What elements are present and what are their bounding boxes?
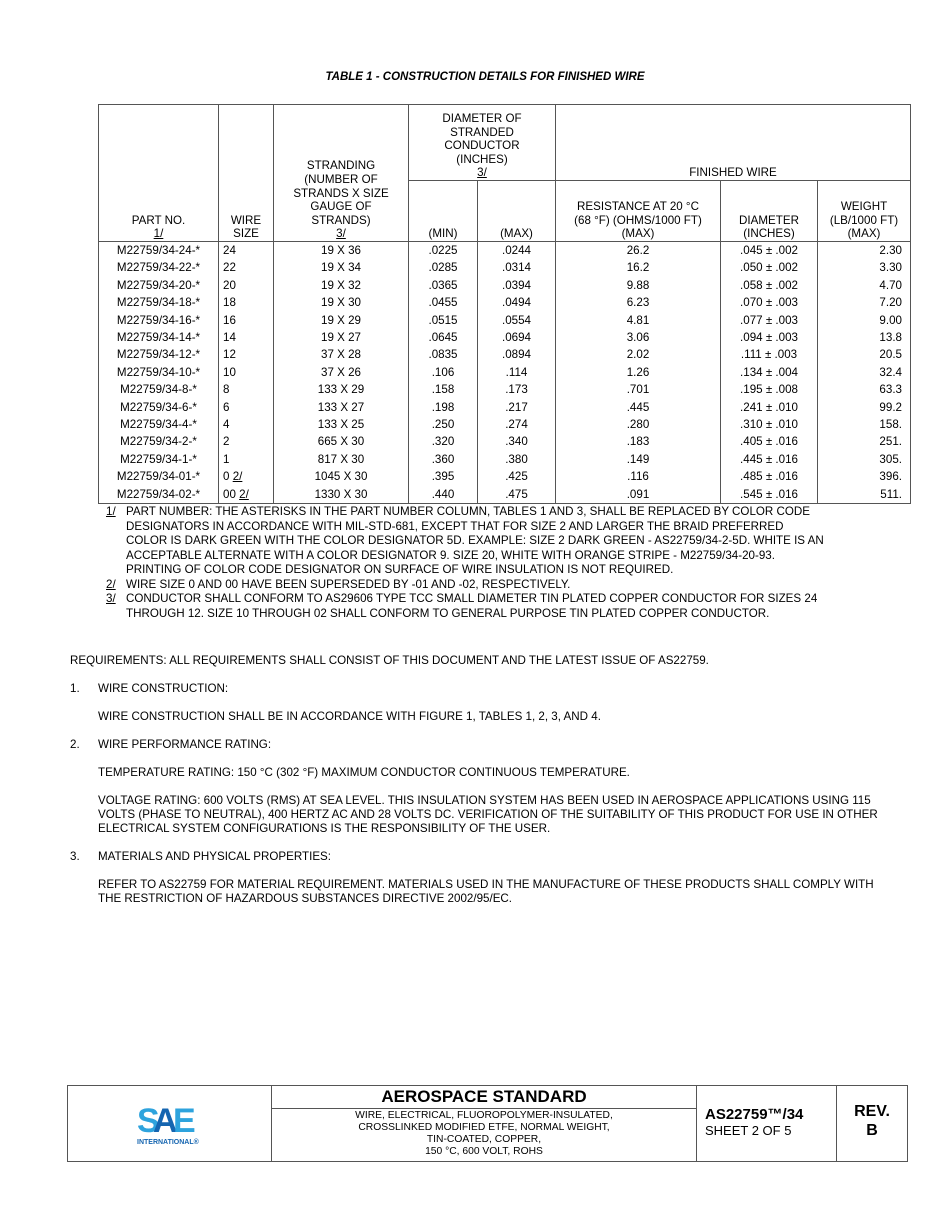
finished-diameter: .045 ± .002 [721,242,818,260]
table-row [99,451,911,468]
part-number: M22759/34-01-* [99,468,219,485]
finished-diameter: .445 ± .016 [721,451,818,468]
weight: 63.3 [818,381,911,398]
table-title: TABLE 1 - CONSTRUCTION DETAILS FOR FINISHED WIRE [325,71,645,83]
svg-text:INTERNATIONAL®: INTERNATIONAL® [136,1138,199,1146]
weight: 3.30 [818,259,911,276]
finished-diameter: .195 ± .008 [721,381,818,398]
revision: REV. B [837,1086,907,1161]
table-note: 3/ CONDUCTOR SHALL CONFORM TO AS29606 TYPE TCC SMALL DIAMETER TIN PLATED COPPER CONDUCTOR FOR SIZES 24 THROUGH 12. SIZE 10 THROUGH 02 SHALL CONFORM TO GENERAL PURPOSE TIN PLATED COPPER CONDUCTOR. [106,592,818,620]
section-heading: 3. MATERIALS AND PHYSICAL PROPERTIES: [70,850,332,863]
section-heading: 2. WIRE PERFORMANCE RATING: [70,738,272,751]
diameter-max: .217 [478,399,556,416]
weight: 7.20 [818,294,911,311]
part-number: M22759/34-18-* [99,294,219,311]
wire-size: 12 [219,346,274,363]
table-row [99,294,911,311]
resistance: .701 [556,381,721,398]
header-diameter-stranded: DIAMETER OF STRANDED CONDUCTOR (INCHES) 3/ [409,105,556,181]
table-note: 1/ PART NUMBER: THE ASTERISKS IN THE PART NUMBER COLUMN, TABLES 1 AND 3, SHALL BE REPLACED BY COLOR CODE DESIGNATORS IN ACCORDANCE WITH MIL-STD-681, EXCEPT THAT FOR SIZE 2 AND LARGER THE BRAID PREFERRED COLOR IS DARK GREEN WITH THE COLOR DESIGNATOR 5D. EXAMPLE: SIZE 2 DARK GREEN - AS22759/34-2-5D. WHITE IS AN ACCEPTABLE ALTERNATE WITH A COLOR DESIGNATOR 9. SIZE 20, WHITE WITH ORANGE STRIPE - M22759/34-20-93. PRINTING OF COLOR CODE DESIGNATOR ON SURFACE OF WIRE INSULATION IS NOT REQUIRED. [106,505,824,576]
document-body [70,654,890,920]
diameter-min: .0515 [409,312,478,329]
stranding: 1045 X 30 [274,468,409,485]
table-row [99,433,911,450]
resistance: 3.06 [556,329,721,346]
wire-size: 24 [219,242,274,260]
diameter-min: .0835 [409,346,478,363]
part-number: M22759/34-20-* [99,277,219,294]
stranding: 133 X 29 [274,381,409,398]
table-row [99,242,911,260]
header-diameter: DIAMETER (INCHES) [721,181,818,242]
resistance: 6.23 [556,294,721,311]
table-row [99,277,911,294]
doc-id [697,1086,837,1161]
diameter-max: .0494 [478,294,556,311]
wire-size: 4 [219,416,274,433]
wire-size: 2 [219,433,274,450]
resistance: .116 [556,468,721,485]
weight: 9.00 [818,312,911,329]
table-row [99,486,911,504]
resistance: .149 [556,451,721,468]
stranding: 817 X 30 [274,451,409,468]
diameter-min: .0225 [409,242,478,260]
resistance: .183 [556,433,721,450]
wire-size: 14 [219,329,274,346]
resistance: 1.26 [556,364,721,381]
weight: 305. [818,451,911,468]
header-min: (MIN) [409,181,478,242]
wire-size: 20 [219,277,274,294]
stranding: 19 X 32 [274,277,409,294]
resistance: 4.81 [556,312,721,329]
weight: 20.5 [818,346,911,363]
title-block-description [272,1086,697,1161]
header-finished-wire: FINISHED WIRE [556,105,911,181]
table-row [99,364,911,381]
finished-diameter: .094 ± .003 [721,329,818,346]
section-paragraph: WIRE CONSTRUCTION SHALL BE IN ACCORDANCE WITH FIGURE 1, TABLES 1, 2, 3, AND 4. [98,710,601,723]
part-number: M22759/34-12-* [99,346,219,363]
resistance: 26.2 [556,242,721,260]
stranding: 19 X 36 [274,242,409,260]
wire-size: 0 2/ [219,468,274,485]
stranding: 37 X 28 [274,346,409,363]
diameter-max: .380 [478,451,556,468]
sheet-number: SHEET 2 OF 5 [705,1123,792,1138]
stranding: 665 X 30 [274,433,409,450]
diameter-min: .0455 [409,294,478,311]
part-number: M22759/34-6-* [99,399,219,416]
header-max: (MAX) [478,181,556,242]
finished-diameter: .058 ± .002 [721,277,818,294]
part-number: M22759/34-22-* [99,259,219,276]
diameter-max: .0314 [478,259,556,276]
svg-text:S: S [136,1101,156,1140]
construction-table [98,104,911,504]
diameter-min: .0365 [409,277,478,294]
section-paragraph: REFER TO AS22759 FOR MATERIAL REQUIREMENT. MATERIALS USED IN THE MANUFACTURE OF THESE PRODUCTS SHALL COMPLY WITH THE RESTRICTION OF HAZARDOUS SUBSTANCES DIRECTIVE 2002/95/EC. [98,878,874,905]
finished-diameter: .050 ± .002 [721,259,818,276]
standard-heading: AEROSPACE STANDARD [272,1086,696,1109]
weight: 511. [818,486,911,504]
wire-size: 1 [219,451,274,468]
diameter-max: .114 [478,364,556,381]
diameter-min: .0285 [409,259,478,276]
wire-size: 22 [219,259,274,276]
weight: 2.30 [818,242,911,260]
diameter-min: .106 [409,364,478,381]
part-number: M22759/34-8-* [99,381,219,398]
diameter-min: .395 [409,468,478,485]
part-number: M22759/34-14-* [99,329,219,346]
part-number: M22759/34-16-* [99,312,219,329]
resistance: 2.02 [556,346,721,363]
weight: 396. [818,468,911,485]
diameter-max: .475 [478,486,556,504]
part-number: M22759/34-1-* [99,451,219,468]
diameter-max: .173 [478,381,556,398]
table-row [99,312,911,329]
diameter-max: .274 [478,416,556,433]
resistance: .091 [556,486,721,504]
weight: 13.8 [818,329,911,346]
diameter-min: .0645 [409,329,478,346]
diameter-min: .250 [409,416,478,433]
resistance: 16.2 [556,259,721,276]
part-number: M22759/34-4-* [99,416,219,433]
section-paragraph: VOLTAGE RATING: 600 VOLTS (RMS) AT SEA LEVEL. THIS INSULATION SYSTEM HAS BEEN USED IN AEROSPACE APPLICATIONS USING 115 VOLTS (PHASE TO NEUTRAL), 400 HERTZ AC AND 28 VOLTS DC. VERIFICATION OF THE SUITABILITY OF THIS PRODUCT FOR USE IN OTHER ELECTRICAL SYSTEM CONFIGURATIONS IS THE RESPONSIBILITY OF THE USER. [98,794,878,835]
wire-size: 16 [219,312,274,329]
resistance: .280 [556,416,721,433]
sae-logo-icon [135,1102,205,1146]
stranding: 19 X 34 [274,259,409,276]
finished-diameter: .310 ± .010 [721,416,818,433]
stranding: 1330 X 30 [274,486,409,504]
finished-diameter: .111 ± .003 [721,346,818,363]
header-part-no: PART NO. 1/ [99,105,219,242]
revision-letter: B [866,1122,878,1139]
table-row [99,399,911,416]
table-notes [106,505,826,621]
table-row [99,346,911,363]
title-block [67,1085,908,1162]
svg-text:E: E [172,1101,196,1140]
resistance: .445 [556,399,721,416]
diameter-max: .0894 [478,346,556,363]
header-wire-size: WIRE SIZE [219,105,274,242]
requirements-text: REQUIREMENTS: ALL REQUIREMENTS SHALL CONSIST OF THIS DOCUMENT AND THE LATEST ISSUE OF AS22759. [70,654,709,667]
diameter-max: .340 [478,433,556,450]
resistance: 9.88 [556,277,721,294]
stranding: 19 X 29 [274,312,409,329]
table-row [99,416,911,433]
standard-subtitle: WIRE, ELECTRICAL, FLUOROPOLYMER-INSULATED, CROSSLINKED MODIFIED ETFE, NORMAL WEIGHT, TIN-COATED, COPPER, 150 °C, 600 VOLT, ROHS [355,1110,613,1157]
svg-text:A: A [152,1101,174,1140]
diameter-min: .440 [409,486,478,504]
doc-number: AS22759™/34 [705,1106,804,1123]
wire-size: 10 [219,364,274,381]
diameter-max: .0244 [478,242,556,260]
table-row [99,259,911,276]
header-weight: WEIGHT (LB/1000 FT) (MAX) [818,181,911,242]
part-number: M22759/34-02-* [99,486,219,504]
diameter-max: .0394 [478,277,556,294]
stranding: 37 X 26 [274,364,409,381]
header-resistance: RESISTANCE AT 20 °C (68 °F) (OHMS/1000 FT) (MAX) [556,181,721,242]
weight: 158. [818,416,911,433]
wire-size: 8 [219,381,274,398]
diameter-min: .320 [409,433,478,450]
part-number: M22759/34-2-* [99,433,219,450]
finished-diameter: .134 ± .004 [721,364,818,381]
sae-logo [68,1086,272,1161]
diameter-max: .425 [478,468,556,485]
section-paragraph: TEMPERATURE RATING: 150 °C (302 °F) MAXIMUM CONDUCTOR CONTINUOUS TEMPERATURE. [98,766,630,779]
header-stranding: STRANDING (NUMBER OF STRANDS X SIZE GAUGE OF STRANDS) 3/ [274,105,409,242]
finished-diameter: .241 ± .010 [721,399,818,416]
diameter-min: .158 [409,381,478,398]
weight: 99.2 [818,399,911,416]
finished-diameter: .070 ± .003 [721,294,818,311]
stranding: 19 X 27 [274,329,409,346]
section-heading: 1. WIRE CONSTRUCTION: [70,682,229,695]
weight: 32.4 [818,364,911,381]
table-row [99,468,911,485]
wire-size: 18 [219,294,274,311]
weight: 251. [818,433,911,450]
part-number: M22759/34-10-* [99,364,219,381]
stranding: 19 X 30 [274,294,409,311]
table-row [99,329,911,346]
finished-diameter: .077 ± .003 [721,312,818,329]
wire-size: 00 2/ [219,486,274,504]
part-number: M22759/34-24-* [99,242,219,260]
wire-size: 6 [219,399,274,416]
table-row [99,381,911,398]
diameter-max: .0694 [478,329,556,346]
diameter-min: .360 [409,451,478,468]
finished-diameter: .545 ± .016 [721,486,818,504]
stranding: 133 X 25 [274,416,409,433]
diameter-max: .0554 [478,312,556,329]
table-note: 2/ WIRE SIZE 0 AND 00 HAVE BEEN SUPERSEDED BY -01 AND -02, RESPECTIVELY. [106,577,571,591]
finished-diameter: .485 ± .016 [721,468,818,485]
diameter-min: .198 [409,399,478,416]
finished-diameter: .405 ± .016 [721,433,818,450]
stranding: 133 X 27 [274,399,409,416]
weight: 4.70 [818,277,911,294]
